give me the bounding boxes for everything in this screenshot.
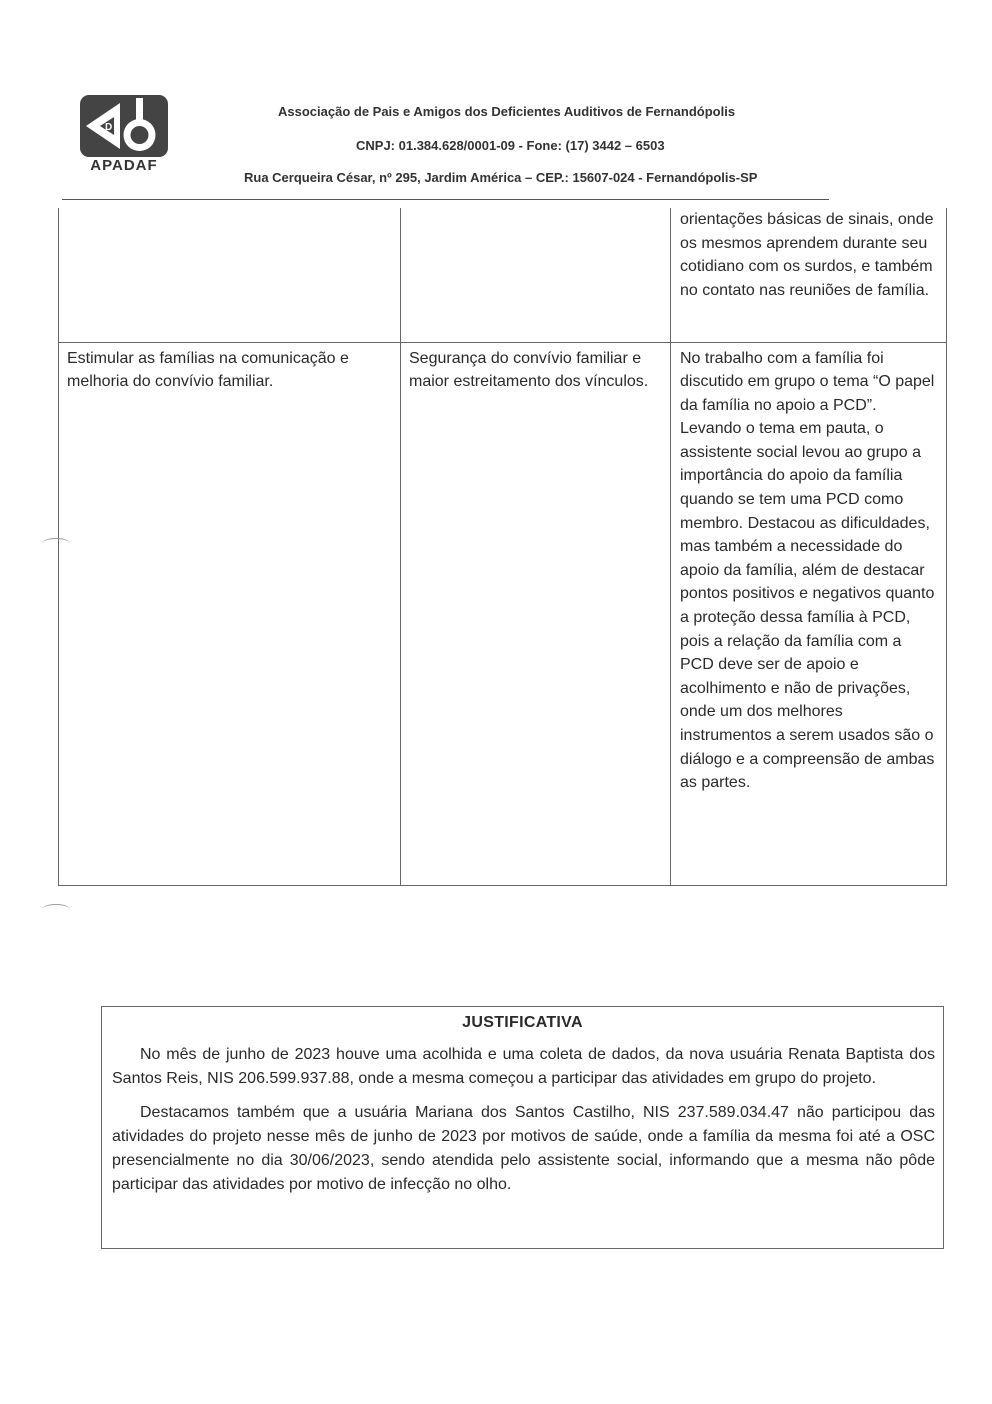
table-cell-description: orientações básicas de sinais, onde os mesmos aprendem durante seu cotidiano com os surdos, e também no contato nas reuniões de família. — [671, 208, 947, 342]
table-cell-result — [401, 208, 671, 342]
table-cell-result: Segurança do convívio familiar e maior estreitamento dos vínculos. — [401, 342, 671, 885]
justification-title: JUSTIFICATIVA — [462, 1014, 583, 1031]
cnpj-phone: CNPJ: 01.384.628/0001-09 - Fone: (17) 3442 – 6503 — [356, 138, 665, 153]
table-cell-objective: Estimular as famílias na comunicação e melhoria do convívio familiar. — [59, 342, 401, 885]
header-divider — [62, 199, 829, 200]
table-cell-description: No trabalho com a família foi discutido em grupo o tema “O papel da família no apoio a PCD”. Levando o tema em pauta, o assistente social levou ao grupo a importância do apoio da família quando se tem uma PCD como membro. Destacou as dificuldades, mas também a necessidade do apoio da família, além de destacar pontos positivos e negativos quanto a proteção dessa família à PCD, pois a relação da família com a PCD deve ser de apoio e acolhimento e não de privações, onde um dos melhores instrumentos a serem usados são o diálogo e a compreensão de ambas as partes. — [671, 342, 947, 885]
justification-paragraph: No mês de junho de 2023 houve uma acolhida e uma coleta de dados, da nova usuária Renata Baptista dos Santos Reis, NIS 206.599.937.88, onde a mesma começou a participar das atividades em grupo do projeto. — [112, 1046, 935, 1087]
table-row — [59, 342, 947, 885]
organization-name: Associação de Pais e Amigos dos Deficientes Auditivos de Fernandópolis — [278, 104, 736, 119]
logo-text: APADAF — [90, 157, 158, 174]
svg-text:D: D — [105, 122, 113, 133]
apadaf-logo-icon — [80, 95, 168, 157]
punch-hole-mark — [42, 538, 70, 549]
justification-box — [101, 1006, 944, 1249]
activities-table — [58, 208, 947, 886]
table-row — [59, 208, 947, 342]
punch-hole-mark — [42, 904, 70, 915]
apadaf-logo — [78, 95, 170, 175]
address: Rua Cerqueira César, nº 295, Jardim América – CEP.: 15607-024 - Fernandópolis-SP — [244, 170, 758, 185]
justification-paragraph: Destacamos também que a usuária Mariana dos Santos Castilho, NIS 237.589.034.47 não participou das atividades do projeto nesse mês de junho de 2023 por motivos de saúde, onde a família da mesma foi até a OSC presencialmente no dia 30/06/2023, sendo atendida pelo assistente social, informando que a mesma não pôde participar das atividades por motivo de infecção no olho. — [112, 1104, 935, 1193]
table-cell-objective — [59, 208, 401, 342]
